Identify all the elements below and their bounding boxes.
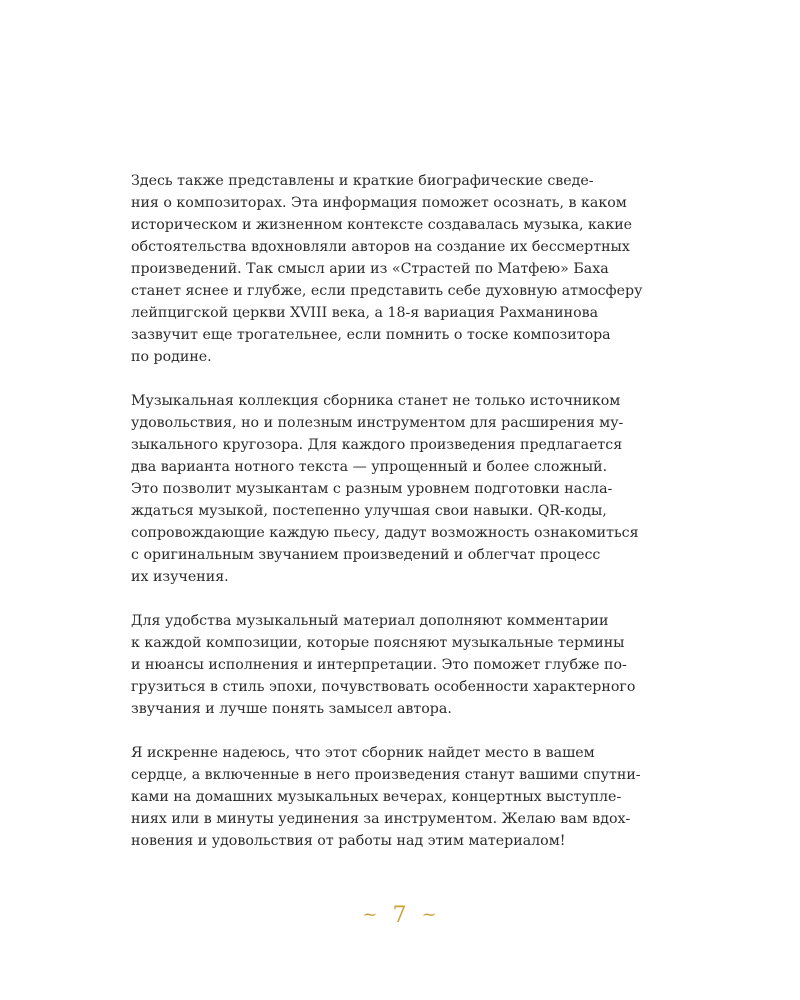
text-line: обстоятельства вдохновляли авторов на создание их бессмертных [131,239,630,255]
text-line: историческом и жизненном контексте создавалась музыка, какие [131,217,633,233]
text-line: лейпцигской церкви XVIII века, а 18-я вариация Рахманинова [131,305,599,321]
text-line: ния о композиторах. Эта информация поможет осознать, в каком [131,195,627,211]
text-line: ками на домашних музыкальных вечерах, концертных выступле- [131,789,622,805]
text-line: зазвучит еще трогательнее, если помнить о тоске композитора [131,327,611,343]
text-line: станет яснее и глубже, если представить себе духовную атмосферу [131,283,643,299]
text-line: удовольствия, но и полезным инструментом для расширения му- [131,415,624,431]
folio-right-ornament: ~ [421,904,438,925]
text-line: новения и удовольствия от работы над этим материалом! [131,833,566,849]
text-line: ждаться музыкой, постепенно улучшая свои навыки. QR-коды, [131,503,607,519]
paragraph-1 [131,170,641,368]
text-line: два варианта нотного текста — упрощенный и более сложный. [131,459,608,475]
text-line: к каждой композиции, которые поясняют музыкальные термины [131,635,625,651]
page-folio [0,903,800,928]
paragraph-3 [131,610,641,720]
text-line: ниях или в минуты уединения за инструментом. Желаю вам вдох- [131,811,631,827]
text-line: и нюансы исполнения и интерпретации. Это поможет глубже по- [131,657,627,673]
text-line: произведений. Так смысл арии из «Страстей по Матфею» Баха [131,261,609,277]
text-line: с оригинальным звучанием произведений и облегчат процесс [131,547,601,563]
text-line: Для удобства музыкальный материал дополняют комментарии [131,613,609,629]
text-line: Здесь также представлены и краткие биографические сведе- [131,173,594,189]
text-line: их изучения. [131,569,229,585]
text-line: Музыкальная коллекция сборника станет не только источником [131,393,621,409]
text-line: Я искренне надеюсь, что этот сборник найдет место в вашем [131,745,595,761]
folio-left-ornament: ~ [362,904,379,925]
body-text [131,170,641,874]
text-line: Это позволит музыкантам с разным уровнем подготовки насла- [131,481,613,497]
text-line: грузиться в стиль эпохи, почувствовать особенности характерного [131,679,636,695]
text-line: звучания и лучше понять замысел автора. [131,701,452,717]
paragraph-4 [131,742,641,852]
page-number: 7 [392,903,408,928]
text-line: зыкального кругозора. Для каждого произведения предлагается [131,437,623,453]
text-line: по родине. [131,349,212,365]
text-line: сопровождающие каждую пьесу, дадут возможность ознакомиться [131,525,639,541]
text-line: сердце, а включенные в него произведения станут вашими спутни- [131,767,641,783]
paragraph-2 [131,390,641,588]
